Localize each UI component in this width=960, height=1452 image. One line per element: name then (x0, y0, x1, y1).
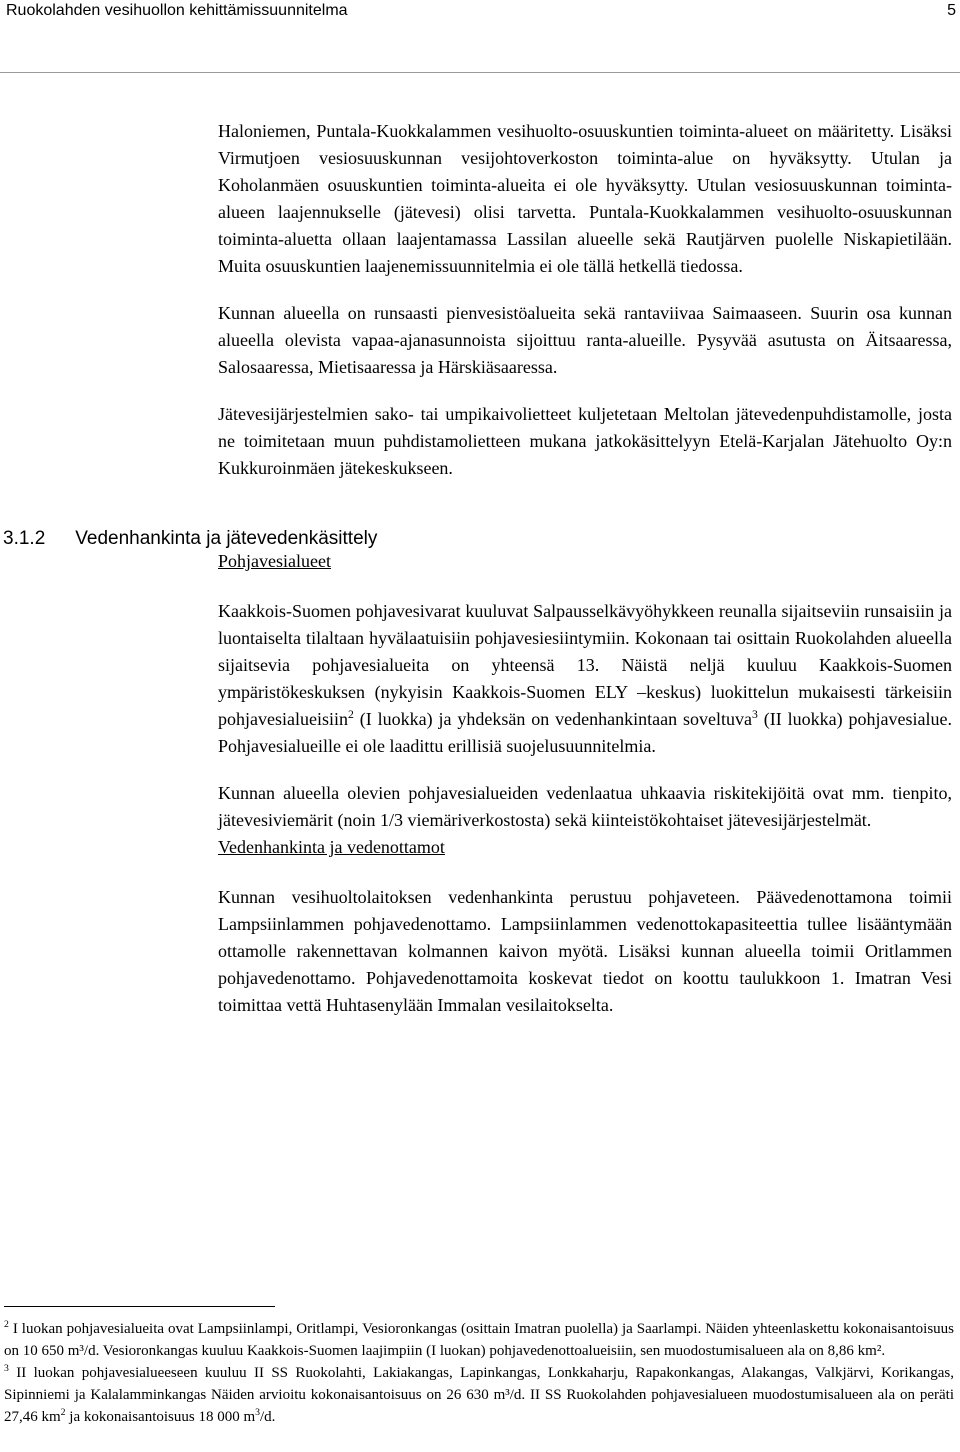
paragraph-text: Kaakkois-Suomen pohjavesivarat kuuluvat Salpausselkävyöhykkeen reunalla sijaitseviin runsaisiin ja luontaiselta tilaltaan hyvälaatuisiin pohjavesiesiintymiin. Kokonaan tai osittain Ruokolahden alueella sijaitsevia pohjavesialueita on yhteensä 13. Näistä neljä kuuluu Kaakkois-Suomen ympäristökeskuksen (nykyisin Kaakkois-Suomen ELY –keskus) luokittelun mukaisesti tärkeisiin pohjavesialueisiin (218, 601, 952, 729)
paragraph-pohjavesivarat (218, 598, 952, 760)
paragraph-text: (I luokka) ja yhdeksän on vedenhankintaan soveltuva (353, 709, 753, 729)
section-number: 3.1.2 (3, 528, 46, 549)
paragraph-pienvesistot: Kunnan alueella on runsaasti pienvesistöalueita sekä rantaviivaa Saimaaseen. Suurin osa kunnan alueella olevista vapaa-ajanasunnoista sijoittuu ranta-alueille. Pysyvää asutusta on Äitsaaressa, Salosaaressa, Mietisaaressa ja Härskiäsaaressa. (218, 303, 952, 377)
footnote-text: /d. (260, 1409, 276, 1425)
document-title: Ruokolahden vesihuollon kehittämissuunnitelma (6, 2, 348, 19)
footnote-text: II luokan pohjavesialueeseen kuuluu II SS Ruokolahti, Lakiakangas, Lapinkangas, Lonkkaharju, Rapakonkangas, Alakangas, Valkjärvi, Korikangas, Sipinniemi ja Kalalamminkangas Näiden arvioitu kokonaisantoisuus on 26 630 m³/d. II SS Ruokolahden pohjavesialueen muodostumisalueen ala on peräti 27,46 km (4, 1365, 954, 1425)
footnote-ref-2: 2 (347, 708, 354, 721)
paragraph-jatevesijarjestelmat: Jätevesijärjestelmien sako- tai umpikaivolietteet kuljetetaan Meltolan jätevedenpuhdistamolle, josta ne toimitetaan muun puhdistamolietteen mukana jatkokäsittelyyn Etelä-Karjalan Jätehuolto Oy:n Kukkuroinmäen jätekeskukseen. (218, 404, 952, 478)
footnote-text: ja kokonaisantoisuus 18 000 m (65, 1409, 256, 1425)
footnote-3 (4, 1362, 954, 1428)
section-title: Vedenhankinta ja jätevedenkäsittely (75, 528, 378, 549)
footnote-divider (4, 1306, 275, 1307)
footnote-ref-3: 3 (752, 708, 758, 721)
paragraph-vedenhankinta: Kunnan vesihuoltolaitoksen vedenhankinta perustuu pohjaveteen. Päävedenottamona toimii Lampsiinlammen pohjavedenottamo. Lampsiinlammen vedenottokapasiteettia tullee lisääntymään ottamolle rakennettavan kolmannen kaivon myötä. Lisäksi kunnan alueella toimii Oritlammen pohjavedenottamo. Pohjavedenottamoita koskevat tiedot on koottu taulukkoon 1. Imatran Vesi toimittaa vettä Huhtasenylään Immalan vesilaitokselta. (218, 887, 952, 1015)
footnote-2 (4, 1318, 954, 1362)
footnote-number: 2 (4, 1319, 9, 1330)
footnotes (4, 1318, 954, 1428)
header-divider (0, 72, 960, 73)
subheading-vedenhankinta: Vedenhankinta ja vedenottamot (218, 837, 445, 857)
body-column (218, 118, 952, 1019)
paragraph-osuuskunnat: Haloniemen, Puntala-Kuokkalammen vesihuolto-osuuskuntien toiminta-alueet on määritetty. Lisäksi Virmutjoen vesiosuuskunnan vesijohtoverkoston toiminta-alue on hyväksytty. Utulan ja Koholanmäen osuuskuntien toiminta-alueita ei ole hyväksytty. Utulan vesiosuuskunnan toiminta-alueen laajennukselle (jätevesi) olisi tarvetta. Puntala-Kuokkalammen vesihuolto-osuuskunnan toiminta-aluetta ollaan laajentamassa Lassilan alueelle sekä Rautjärven puolelle Niskapietilään. Muita osuuskuntien laajenemissuunnitelmia ei ole tällä hetkellä tiedossa. (218, 121, 952, 276)
superscript: 2 (60, 1407, 66, 1418)
footnote-number: 3 (4, 1363, 9, 1374)
superscript: 3 (255, 1407, 260, 1418)
footnote-text: I luokan pohjavesialueita ovat Lampsiinlampi, Oritlampi, Vesioronkangas (osittain Imatran puolella) ja Saarlampi. Näiden yhteenlaskettu kokonaisantoisuus on 10 650 m³/d. Vesioronkangas kuuluu Kaakkois-Suomen laajimpiin (I luokan) pohjavedenottoalueisiin, sen muodostumisalueen ala on 8,86 km². (4, 1321, 954, 1359)
subheading-pohjavesialueet: Pohjavesialueet (218, 551, 331, 571)
page-number: 5 (947, 2, 956, 19)
paragraph-riskitekijat: Kunnan alueella olevien pohjavesialueiden vedenlaatua uhkaavia riskitekijöitä ovat mm. tienpito, jätevesiviemärit (noin 1/3 viemäriverkostosta) sekä kiinteistökohtaiset jätevesijärjestelmät. (218, 783, 952, 830)
paragraph-text: (II luokka) pohjavesialue. Pohjavesialueille ei ole laadittu erillisiä suojelusuunnitelmia. (218, 709, 952, 756)
running-header (6, 0, 956, 32)
